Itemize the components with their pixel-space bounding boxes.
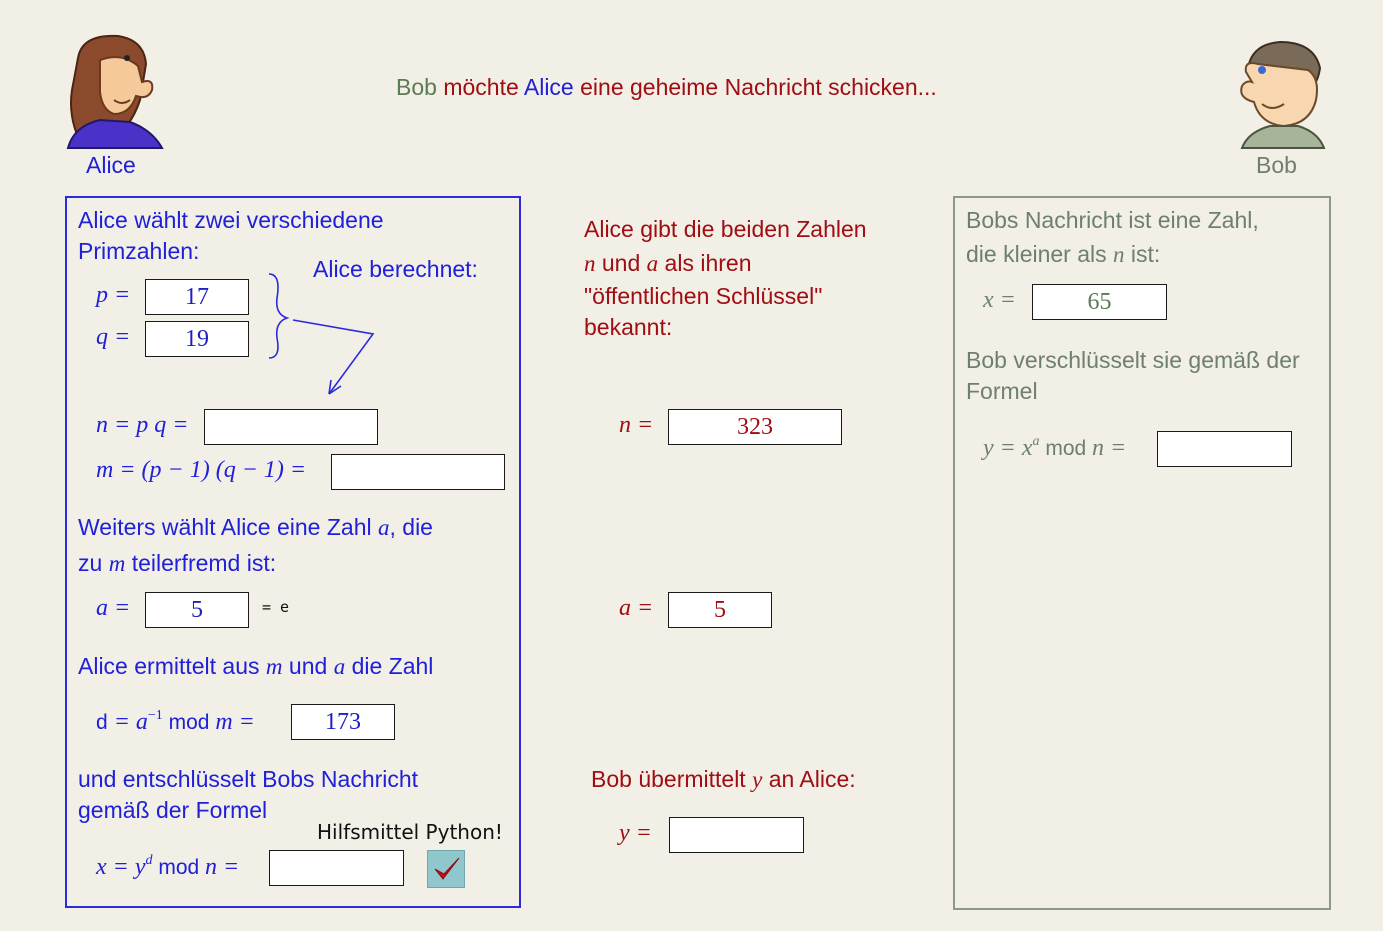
bob-y-formula-label [983, 434, 1126, 462]
transmit-y-input[interactable] [669, 817, 804, 853]
public-text-line-1: Alice gibt die beiden Zahlen [584, 216, 867, 242]
bob-message-var-n: n [1113, 242, 1125, 267]
transmit-text-2: an Alice: [762, 766, 856, 792]
bob-message-line-2 [966, 239, 1160, 270]
choose-a-var: a [378, 515, 390, 540]
d-formula-label [96, 708, 255, 736]
y-formula-start: y = x [983, 435, 1033, 461]
public-text-line-3: "öffentlichen Schlüssel" [584, 283, 823, 309]
q-label: q = [96, 324, 131, 350]
headline [396, 74, 937, 101]
d-formula-d: d [96, 711, 108, 734]
transmit-y-label: y = [619, 820, 652, 846]
x-formula-start: x = y [96, 854, 146, 880]
x-decrypt-input[interactable] [269, 850, 404, 886]
alice-a-input[interactable] [145, 592, 249, 628]
python-hint: Hilfsmittel Python! [317, 820, 503, 844]
d-formula-end: m = [215, 709, 255, 735]
n-formula-label: n = p q = [96, 412, 189, 438]
y-formula-exp: a [1032, 434, 1040, 449]
choose-a-text-1: Weiters wählt Alice eine Zahl [78, 514, 378, 540]
public-text-2: und [595, 250, 647, 276]
bob-message-text-2: die kleiner als [966, 241, 1114, 267]
determine-text-3: die Zahl [345, 653, 434, 679]
choose-a-text-3: zu [78, 550, 109, 576]
choose-a-text-2: , die [389, 514, 433, 540]
alice-label: Alice [86, 152, 136, 178]
x-formula-mod: mod [152, 856, 206, 879]
choose-a-var-m: m [108, 551, 126, 576]
d-formula-mod: mod [162, 711, 216, 734]
choose-a-line-1 [78, 512, 433, 543]
x-decrypt-formula-label [96, 853, 239, 881]
headline-bob: Bob [396, 74, 437, 100]
determine-d-text [78, 651, 433, 682]
public-n-label: n = [619, 412, 654, 438]
bob-encrypt-text: Bob verschlüsselt sie gemäß der Formel [966, 347, 1300, 404]
alice-a-label: a = [96, 595, 131, 621]
y-formula-mod: mod [1039, 437, 1093, 460]
y-formula-end: n = [1092, 435, 1127, 461]
check-button[interactable] [427, 850, 465, 888]
public-a-input[interactable] [668, 592, 772, 628]
determine-var-m: m [265, 654, 283, 679]
public-a-label: a = [619, 595, 654, 621]
determine-var-a: a [333, 654, 346, 679]
bob-y-input[interactable] [1157, 431, 1292, 467]
headline-rest: eine geheime Nachricht schicken... [573, 74, 937, 100]
p-input[interactable] [145, 279, 249, 315]
p-label: p = [96, 282, 131, 308]
alice-avatar [60, 30, 170, 150]
transmit-var: y [752, 767, 763, 792]
d-formula-exp: −1 [147, 708, 163, 723]
public-text-line-2 [584, 248, 751, 279]
bob-label: Bob [1256, 152, 1297, 178]
choose-a-line-2 [78, 548, 276, 579]
e-note: = e [262, 598, 290, 616]
d-formula-mid: = a [107, 709, 148, 735]
transmit-text-1: Bob übermittelt [591, 766, 753, 792]
public-text-3: als ihren [658, 250, 752, 276]
alice-m-input[interactable] [331, 454, 505, 490]
compute-arrow [255, 262, 385, 402]
alice-computes-label: Alice berechnet: [313, 256, 478, 282]
headline-alice: Alice [523, 74, 574, 100]
x-formula-end: n = [205, 854, 240, 880]
d-input[interactable] [291, 704, 395, 740]
m-formula-label: m = (p − 1) (q − 1) = [96, 457, 307, 483]
public-n-input[interactable] [668, 409, 842, 445]
public-var-n: n [584, 251, 596, 276]
checkmark-icon [428, 851, 464, 887]
headline-verb: möchte [436, 74, 524, 100]
decrypt-text: und entschlüsselt Bobs Nachricht gemäß der Formel [78, 766, 419, 823]
determine-text-1: Alice ermittelt aus [78, 653, 266, 679]
determine-text-2: und [282, 653, 334, 679]
bob-message-text-3: ist: [1124, 241, 1161, 267]
public-text-line-4: bekannt: [584, 314, 673, 340]
bob-x-input[interactable] [1032, 284, 1167, 320]
choose-a-text-4: teilerfremd ist: [125, 550, 277, 576]
bob-message-line-1: Bobs Nachricht ist eine Zahl, [966, 207, 1259, 233]
bob-x-label: x = [983, 287, 1016, 313]
public-var-a: a [646, 251, 659, 276]
x-formula-exp: d [145, 853, 153, 868]
q-input[interactable] [145, 321, 249, 357]
alice-n-input[interactable] [204, 409, 378, 445]
bob-avatar [1232, 38, 1332, 150]
transmit-text [591, 764, 856, 795]
alice-intro-text: Alice wählt zwei verschiedene Primzahlen: [78, 207, 384, 264]
